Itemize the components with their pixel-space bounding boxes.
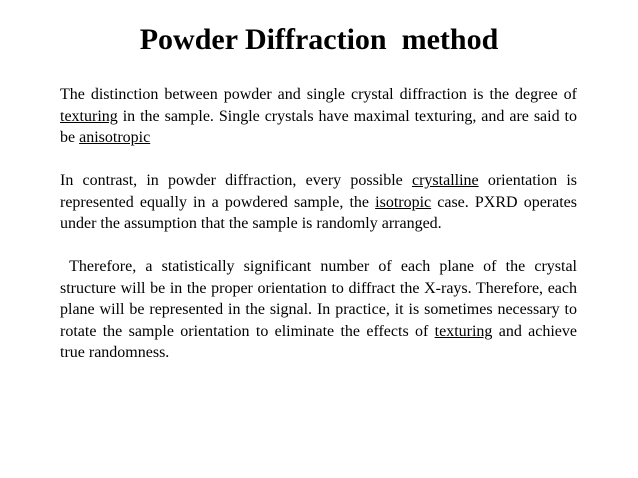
paragraph-randomness: [60, 256, 577, 364]
link-texturing-2[interactable]: texturing: [434, 322, 493, 340]
paragraph-text: in the sample. Single crystals have maximal texturing, and are said to be: [60, 107, 577, 146]
paragraph-text: case. PXRD operates under the assumption that the sample is randomly arranged.: [60, 193, 578, 232]
slide-body: [60, 84, 577, 364]
paragraph-text: In contrast, in powder diffraction, every possible: [60, 172, 412, 189]
paragraph-text: The distinction between powder and single crystal diffraction is the degree of: [60, 86, 577, 103]
slide-title: Powder Diffraction method: [139, 23, 499, 56]
paragraph-text: orientation is represented equally in a powdered sample, the: [60, 172, 577, 211]
link-crystalline[interactable]: crystalline: [411, 172, 479, 189]
paragraph-text: Therefore, a statistically significant number of each plane of the crystal structure will be in the proper orientation to diffract the X-rays. Therefore, each plane will be represented in the signal. In practice, it is sometimes necessary to rotate the sample orientation to eliminate the effects of: [60, 258, 577, 340]
link-isotropic[interactable]: isotropic: [375, 193, 432, 211]
paragraph-text: and achieve true randomness.: [60, 322, 578, 361]
link-texturing[interactable]: texturing: [60, 107, 118, 125]
paragraph-texturing: [60, 84, 577, 149]
link-anisotropic[interactable]: anisotropic: [79, 129, 151, 146]
paragraph-powder: [60, 170, 577, 235]
